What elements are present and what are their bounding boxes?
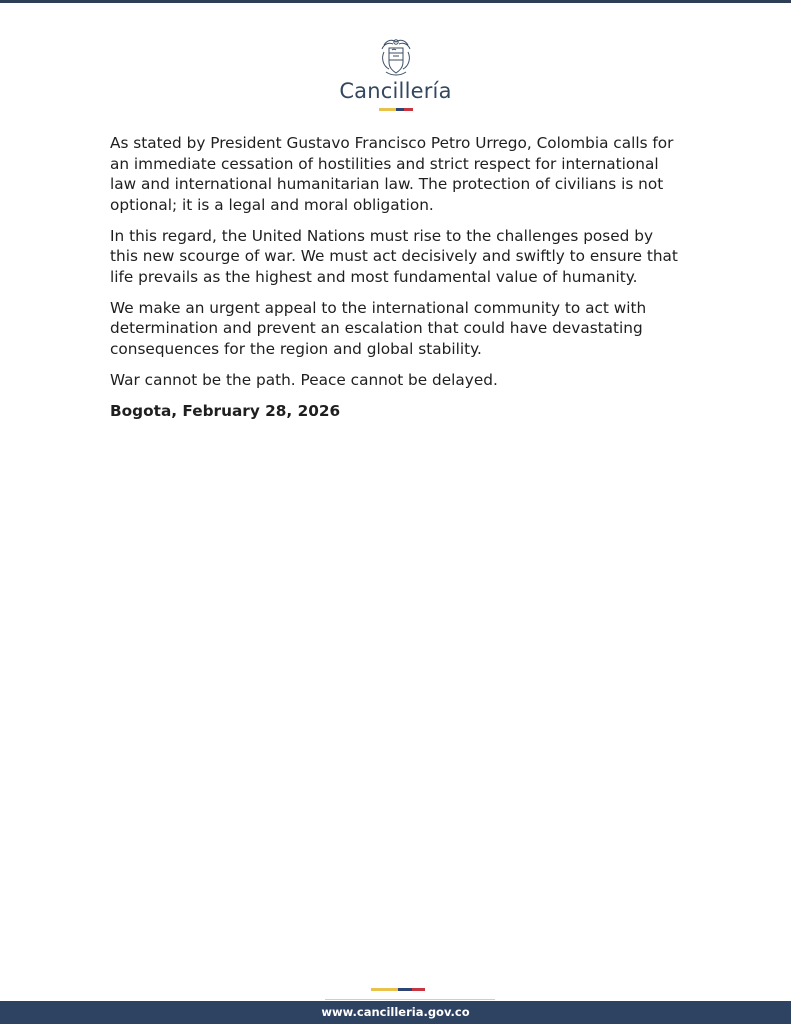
colombia-coat-of-arms-icon [378,36,414,78]
paragraph-4: War cannot be the path. Peace cannot be delayed. [110,370,498,389]
statement-body [110,133,680,432]
footer-divider [325,999,495,1000]
top-rule [0,0,791,3]
brand-name: Cancillería [339,79,452,103]
flag-blue [396,108,405,111]
flag-stripe [379,108,413,111]
paragraph-1: As stated by President Gustavo Francisco Petro Urrego, Colombia calls for an immediate cessation of hostilities and strict respect for international law and international humanitarian law. The protection of civilians is not optional; it is a legal and moral obligation. [110,134,674,214]
dateline: Bogota, February 28, 2026 [110,401,341,420]
paragraph-3: We make an urgent appeal to the international community to act with determination and prevent an escalation that could have devastating consequences for the region and global stability. [110,298,647,358]
flag-red [404,108,413,111]
footer-website-url[interactable]: www.cancilleria.gov.co [321,1005,470,1019]
footer-flag-red [412,988,426,991]
cancilleria-logo [0,36,791,111]
footer-flag-blue [398,988,412,991]
footer-flag-yellow [371,988,398,991]
paragraph-2: In this regard, the United Nations must rise to the challenges posed by this new scourge of war. We must act decisively and swiftly to ensure that life prevails as the highest and most fundamental value of humanity. [110,226,678,286]
flag-yellow [379,108,396,111]
footer-flag-stripe [371,988,425,991]
